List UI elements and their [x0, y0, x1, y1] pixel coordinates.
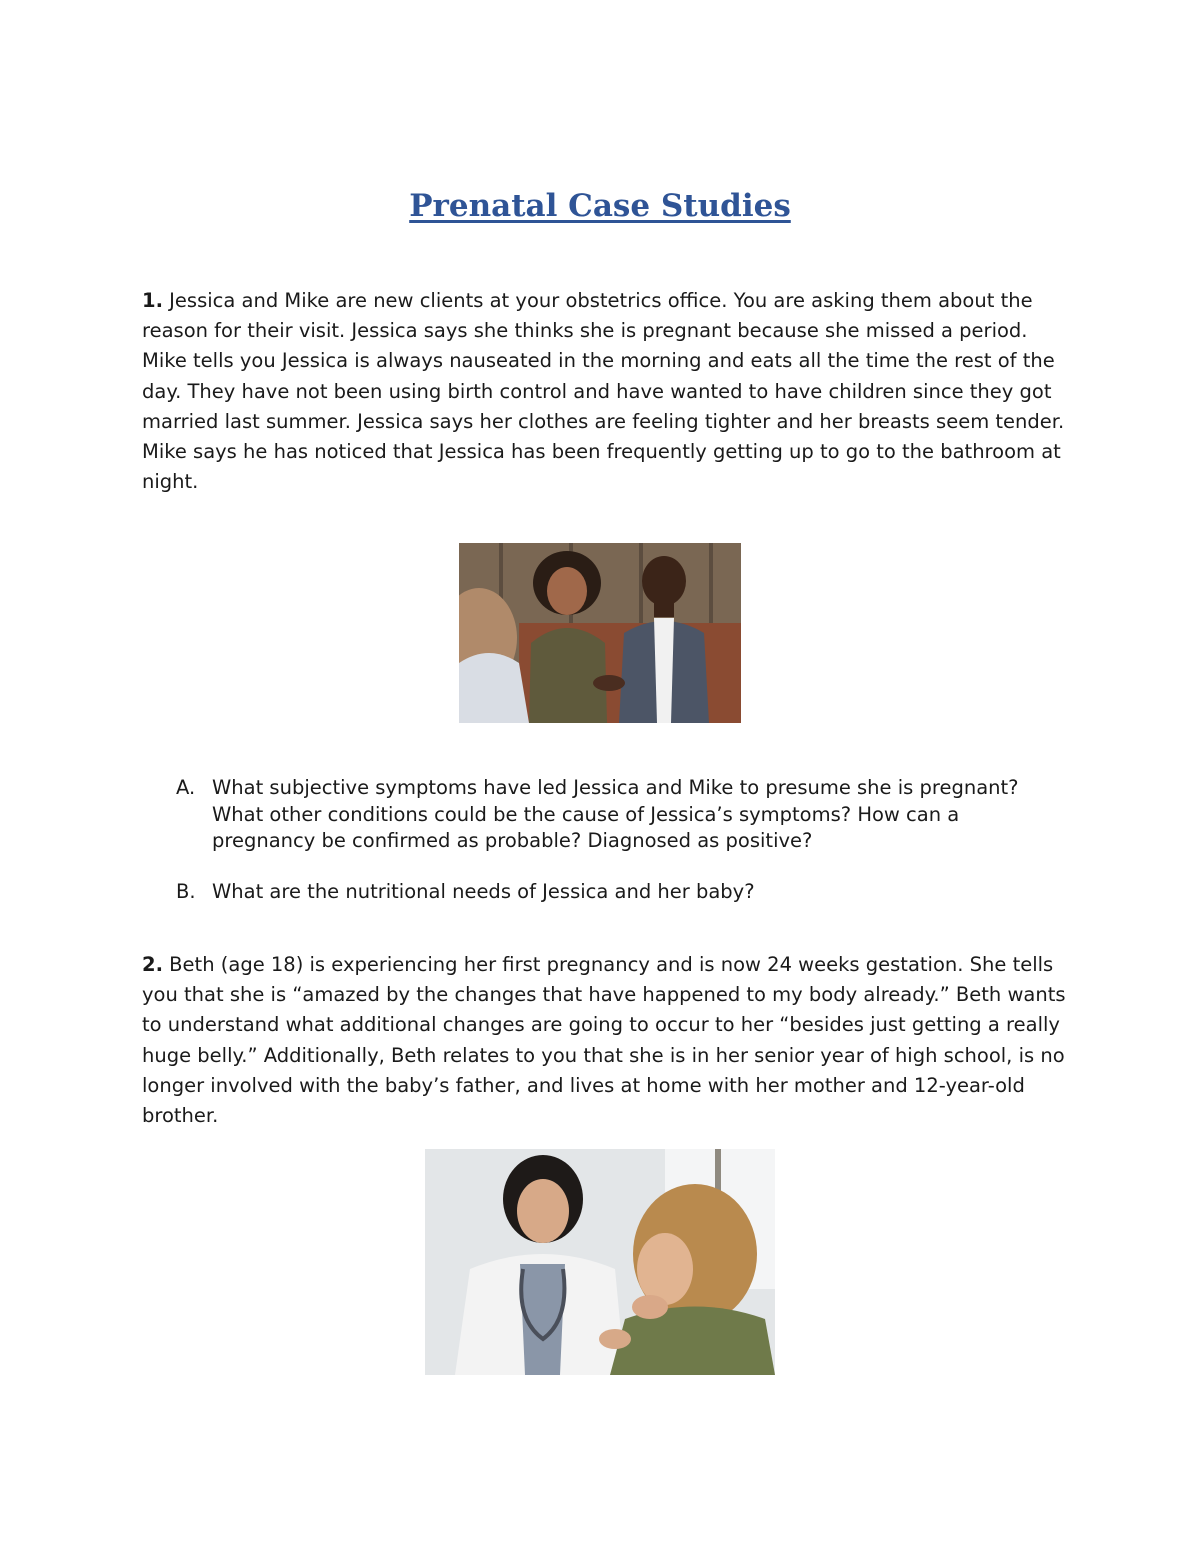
case-study-2-text: Beth (age 18) is experiencing her first pregnancy and is now 24 weeks gestation. She tells you that she is “amazed by the changes that have happened to my body already.” Beth wants to understand what additional changes are going to occur to her “besides just getting a really huge belly.” Additionally, Beth relates to you that she is in her senior year of high school, is no longer involved with the baby’s father, and lives at home with her mother and 12-year-old brother.: [142, 953, 1066, 1128]
question-a-text: What subjective symptoms have led Jessica and Mike to presume she is pregnant? What other conditions could be the cause of Jessica’s symptoms? How can a pregnancy be confirmed as probable? Diagnosed as positive?: [212, 776, 1019, 852]
couple-consultation-illustration: [459, 543, 741, 723]
doctor-patient-illustration: [425, 1149, 775, 1375]
question-b-text: What are the nutritional needs of Jessica and her baby?: [212, 880, 755, 903]
question-b-letter: B.: [176, 880, 196, 903]
doctor-patient-photo: [425, 1149, 775, 1375]
question-a-letter: A.: [176, 776, 196, 799]
case-study-2-number: 2.: [142, 953, 163, 976]
case-study-1-paragraph: [142, 286, 1067, 497]
couple-consultation-photo: [459, 543, 741, 723]
case-study-1-text: Jessica and Mike are new clients at your obstetrics office. You are asking them about the reason for their visit. Jessica says she thinks she is pregnant because she missed a period. Mike tells you Jessica is always nauseated in the morning and eats all the time the rest of the day. They have not been using birth control and have wanted to have children since they got married last summer. Jessica says her clothes are feeling tighter and her breasts seem tender. Mike says he has noticed that Jessica has been frequently getting up to go to the bathroom at night.: [142, 289, 1065, 494]
page-title: Prenatal Case Studies: [409, 188, 791, 224]
case-study-2-paragraph: [142, 950, 1067, 1131]
case-study-1-number: 1.: [142, 289, 163, 312]
question-b: [176, 879, 1056, 906]
question-a: [176, 775, 1056, 855]
